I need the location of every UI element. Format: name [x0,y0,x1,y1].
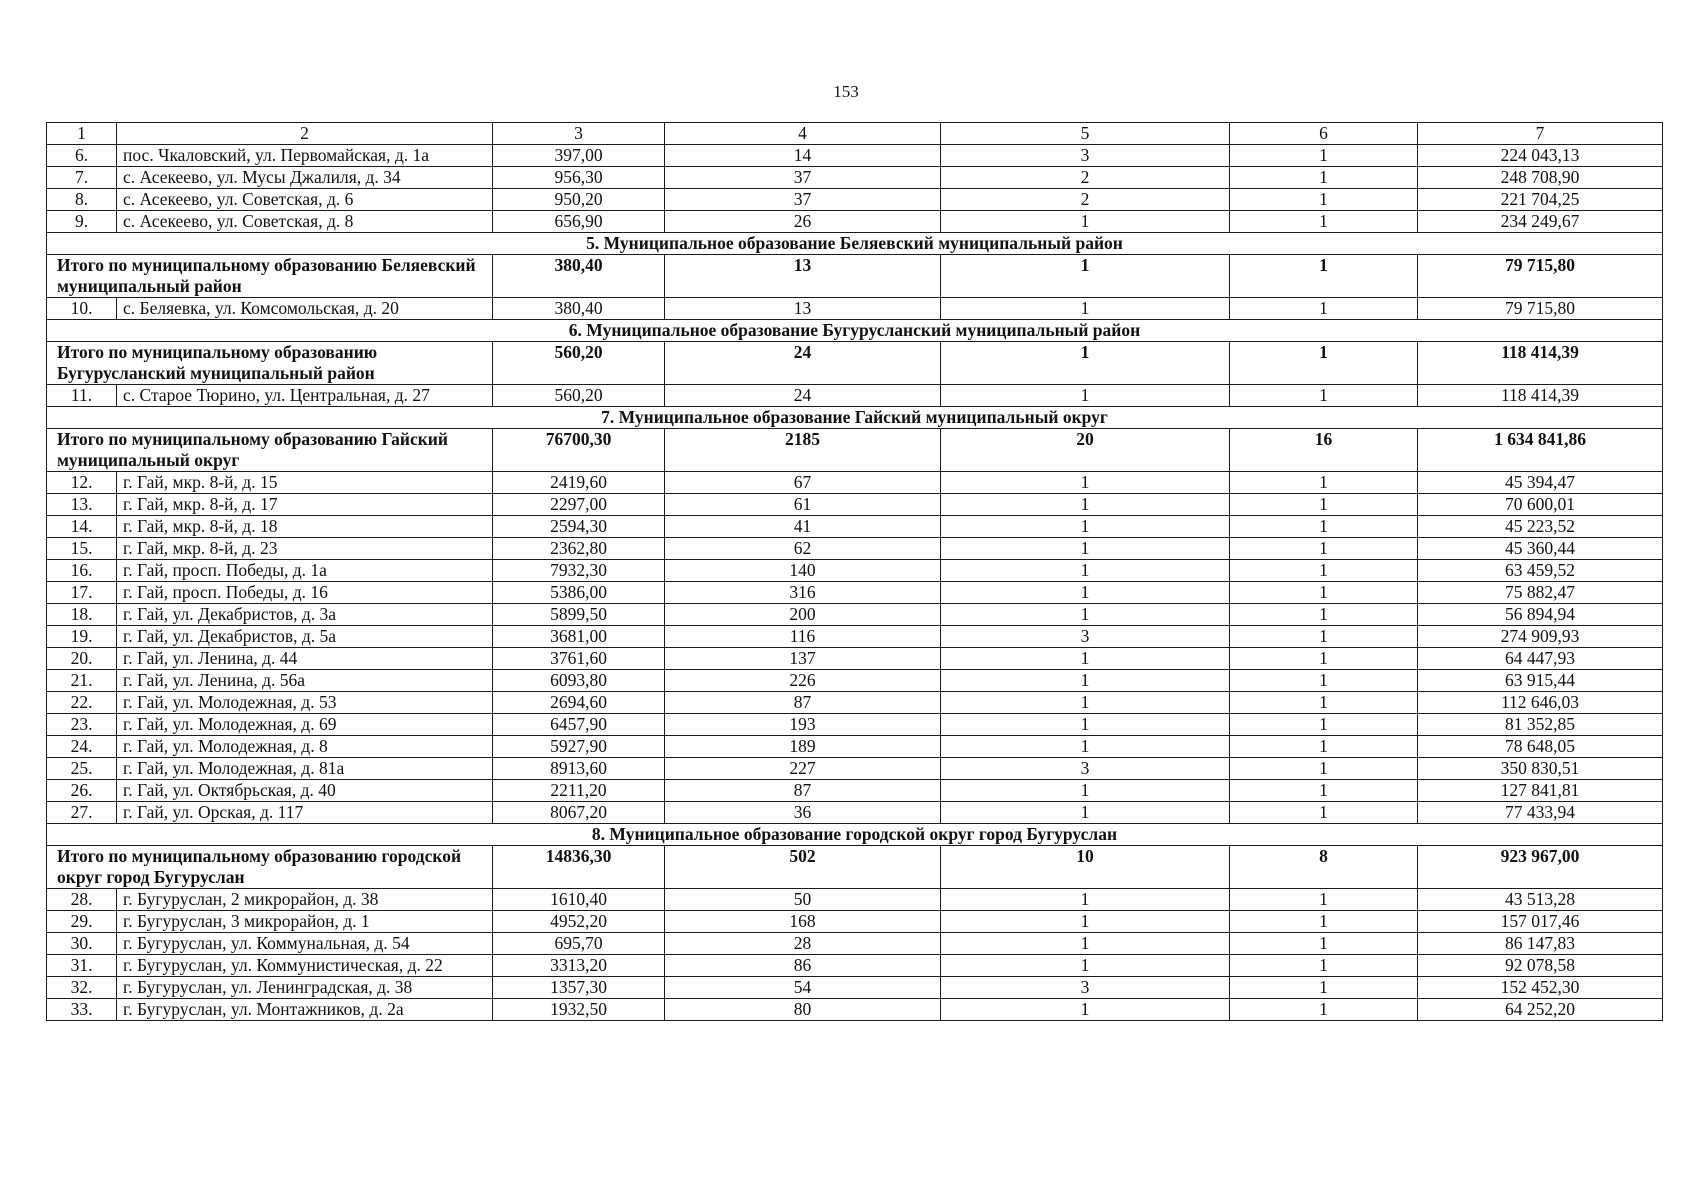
row-address: г. Гай, просп. Победы, д. 16 [117,582,493,604]
row-residents: 116 [665,626,941,648]
row-number: 8. [47,189,117,211]
row-units: 3 [941,626,1230,648]
row-units: 1 [941,538,1230,560]
row-residents: 80 [665,999,941,1021]
row-objects: 1 [1230,714,1418,736]
row-address: г. Гай, ул. Молодежная, д. 8 [117,736,493,758]
row-residents: 50 [665,889,941,911]
table-row [47,648,1663,670]
row-address: с. Асекеево, ул. Советская, д. 8 [117,211,493,233]
row-cost: 78 648,05 [1418,736,1663,758]
row-residents: 87 [665,780,941,802]
table-row [47,889,1663,911]
row-number: 31. [47,955,117,977]
total-row [47,846,1663,889]
row-address: г. Бугуруслан, 3 микрорайон, д. 1 [117,911,493,933]
table-row [47,780,1663,802]
row-address: г. Гай, ул. Молодежная, д. 53 [117,692,493,714]
row-objects: 1 [1230,472,1418,494]
row-cost: 152 452,30 [1418,977,1663,999]
total-cost: 1 634 841,86 [1418,429,1663,472]
total-row [47,255,1663,298]
row-residents: 37 [665,189,941,211]
row-units: 3 [941,977,1230,999]
row-cost: 118 414,39 [1418,385,1663,407]
table-row [47,911,1663,933]
row-address: пос. Чкаловский, ул. Первомайская, д. 1а [117,145,493,167]
row-residents: 36 [665,802,941,824]
row-cost: 45 223,52 [1418,516,1663,538]
row-address: г. Бугуруслан, ул. Монтажников, д. 2а [117,999,493,1021]
section-heading-row [47,407,1663,429]
row-number: 25. [47,758,117,780]
row-address: г. Гай, ул. Декабристов, д. 5а [117,626,493,648]
table-row [47,692,1663,714]
row-objects: 1 [1230,167,1418,189]
row-address: г. Гай, мкр. 8-й, д. 23 [117,538,493,560]
row-cost: 127 841,81 [1418,780,1663,802]
row-number: 22. [47,692,117,714]
row-objects: 1 [1230,516,1418,538]
row-number: 6. [47,145,117,167]
row-cost: 234 249,67 [1418,211,1663,233]
total-label: Итого по муниципальному образованию Беляевский муниципальный район [47,255,493,298]
table-row [47,494,1663,516]
total-objects: 1 [1230,255,1418,298]
table-row [47,999,1663,1021]
row-units: 1 [941,385,1230,407]
row-number: 30. [47,933,117,955]
table-row [47,714,1663,736]
row-number: 28. [47,889,117,911]
row-objects: 1 [1230,670,1418,692]
register-table [46,122,1663,1021]
row-area: 5386,00 [493,582,665,604]
row-objects: 1 [1230,385,1418,407]
row-objects: 1 [1230,736,1418,758]
row-number: 10. [47,298,117,320]
total-residents: 2185 [665,429,941,472]
row-units: 1 [941,692,1230,714]
row-cost: 274 909,93 [1418,626,1663,648]
row-residents: 189 [665,736,941,758]
row-objects: 1 [1230,189,1418,211]
row-area: 6457,90 [493,714,665,736]
row-number: 29. [47,911,117,933]
row-address: г. Гай, просп. Победы, д. 1а [117,560,493,582]
row-area: 2362,80 [493,538,665,560]
row-area: 1610,40 [493,889,665,911]
section-title: 7. Муниципальное образование Гайский муниципальный округ [47,407,1663,429]
total-residents: 502 [665,846,941,889]
row-area: 956,30 [493,167,665,189]
table-row [47,560,1663,582]
section-title: 8. Муниципальное образование городской округ город Бугуруслан [47,824,1663,846]
total-units: 20 [941,429,1230,472]
row-cost: 79 715,80 [1418,298,1663,320]
row-residents: 24 [665,385,941,407]
row-area: 695,70 [493,933,665,955]
header-cell: 1 [47,123,117,145]
total-residents: 24 [665,342,941,385]
row-residents: 87 [665,692,941,714]
row-cost: 63 915,44 [1418,670,1663,692]
row-units: 1 [941,582,1230,604]
table-row [47,955,1663,977]
row-objects: 1 [1230,692,1418,714]
row-residents: 86 [665,955,941,977]
row-number: 9. [47,211,117,233]
row-area: 397,00 [493,145,665,167]
row-area: 950,20 [493,189,665,211]
table-row [47,604,1663,626]
row-units: 2 [941,189,1230,211]
row-number: 12. [47,472,117,494]
row-area: 7932,30 [493,560,665,582]
total-area: 14836,30 [493,846,665,889]
row-objects: 1 [1230,648,1418,670]
row-objects: 1 [1230,780,1418,802]
row-area: 560,20 [493,385,665,407]
table-row [47,758,1663,780]
row-area: 6093,80 [493,670,665,692]
row-number: 11. [47,385,117,407]
row-area: 380,40 [493,298,665,320]
row-address: с. Беляевка, ул. Комсомольская, д. 20 [117,298,493,320]
row-area: 2419,60 [493,472,665,494]
row-units: 1 [941,933,1230,955]
row-objects: 1 [1230,999,1418,1021]
row-address: г. Бугуруслан, ул. Коммунистическая, д. 22 [117,955,493,977]
row-address: г. Гай, ул. Ленина, д. 56а [117,670,493,692]
row-residents: 26 [665,211,941,233]
row-number: 17. [47,582,117,604]
row-address: г. Гай, мкр. 8-й, д. 17 [117,494,493,516]
row-address: г. Гай, ул. Молодежная, д. 81а [117,758,493,780]
row-residents: 61 [665,494,941,516]
row-number: 32. [47,977,117,999]
row-cost: 248 708,90 [1418,167,1663,189]
row-area: 3313,20 [493,955,665,977]
row-area: 8067,20 [493,802,665,824]
row-cost: 75 882,47 [1418,582,1663,604]
row-address: г. Гай, ул. Молодежная, д. 69 [117,714,493,736]
row-residents: 227 [665,758,941,780]
row-area: 3761,60 [493,648,665,670]
total-units: 1 [941,255,1230,298]
row-objects: 1 [1230,889,1418,911]
column-number-row [47,123,1663,145]
row-area: 2297,00 [493,494,665,516]
total-row [47,342,1663,385]
row-cost: 64 252,20 [1418,999,1663,1021]
row-objects: 1 [1230,211,1418,233]
table-row [47,298,1663,320]
row-address: г. Гай, мкр. 8-й, д. 18 [117,516,493,538]
row-cost: 157 017,46 [1418,911,1663,933]
table-row [47,802,1663,824]
row-cost: 81 352,85 [1418,714,1663,736]
row-number: 27. [47,802,117,824]
table-row [47,211,1663,233]
row-residents: 41 [665,516,941,538]
row-units: 1 [941,714,1230,736]
row-objects: 1 [1230,145,1418,167]
row-number: 15. [47,538,117,560]
row-area: 5927,90 [493,736,665,758]
row-objects: 1 [1230,955,1418,977]
row-area: 4952,20 [493,911,665,933]
row-number: 20. [47,648,117,670]
header-cell: 4 [665,123,941,145]
row-residents: 140 [665,560,941,582]
row-residents: 67 [665,472,941,494]
row-units: 1 [941,999,1230,1021]
row-units: 1 [941,560,1230,582]
row-residents: 168 [665,911,941,933]
row-objects: 1 [1230,802,1418,824]
total-cost: 118 414,39 [1418,342,1663,385]
row-area: 1932,50 [493,999,665,1021]
row-units: 1 [941,955,1230,977]
row-residents: 28 [665,933,941,955]
table-row [47,670,1663,692]
row-cost: 70 600,01 [1418,494,1663,516]
table-row [47,582,1663,604]
row-address: г. Гай, ул. Декабристов, д. 3а [117,604,493,626]
total-cost: 923 967,00 [1418,846,1663,889]
row-number: 33. [47,999,117,1021]
row-address: г. Гай, ул. Октябрьская, д. 40 [117,780,493,802]
row-cost: 112 646,03 [1418,692,1663,714]
row-area: 3681,00 [493,626,665,648]
row-objects: 1 [1230,977,1418,999]
row-area: 2211,20 [493,780,665,802]
row-residents: 316 [665,582,941,604]
header-cell: 3 [493,123,665,145]
row-residents: 14 [665,145,941,167]
row-residents: 62 [665,538,941,560]
row-objects: 1 [1230,626,1418,648]
table-row [47,736,1663,758]
row-residents: 37 [665,167,941,189]
row-address: г. Гай, мкр. 8-й, д. 15 [117,472,493,494]
row-cost: 45 360,44 [1418,538,1663,560]
row-units: 1 [941,494,1230,516]
row-units: 1 [941,780,1230,802]
row-cost: 77 433,94 [1418,802,1663,824]
row-residents: 13 [665,298,941,320]
total-objects: 8 [1230,846,1418,889]
row-address: г. Бугуруслан, ул. Коммунальная, д. 54 [117,933,493,955]
row-residents: 200 [665,604,941,626]
header-cell: 5 [941,123,1230,145]
table-row [47,145,1663,167]
table-row [47,538,1663,560]
total-objects: 1 [1230,342,1418,385]
row-address: с. Асекеево, ул. Мусы Джалиля, д. 34 [117,167,493,189]
page-number: 153 [833,82,859,101]
row-cost: 350 830,51 [1418,758,1663,780]
row-units: 3 [941,145,1230,167]
table-row [47,977,1663,999]
row-units: 1 [941,211,1230,233]
table-row [47,516,1663,538]
row-cost: 86 147,83 [1418,933,1663,955]
table-row [47,167,1663,189]
total-label: Итого по муниципальному образованию городской округ город Бугуруслан [47,846,493,889]
row-units: 1 [941,298,1230,320]
row-units: 1 [941,802,1230,824]
row-number: 7. [47,167,117,189]
row-objects: 1 [1230,560,1418,582]
total-label: Итого по муниципальному образованию Гайский муниципальный округ [47,429,493,472]
table-row [47,933,1663,955]
row-address: г. Бугуруслан, 2 микрорайон, д. 38 [117,889,493,911]
row-units: 1 [941,516,1230,538]
section-heading-row [47,320,1663,342]
header-cell: 7 [1418,123,1663,145]
row-area: 2694,60 [493,692,665,714]
row-residents: 54 [665,977,941,999]
row-residents: 226 [665,670,941,692]
row-objects: 1 [1230,933,1418,955]
row-cost: 63 459,52 [1418,560,1663,582]
total-objects: 16 [1230,429,1418,472]
row-area: 2594,30 [493,516,665,538]
row-cost: 224 043,13 [1418,145,1663,167]
row-objects: 1 [1230,604,1418,626]
section-title: 6. Муниципальное образование Бугурусланский муниципальный район [47,320,1663,342]
table-row [47,189,1663,211]
table-row [47,472,1663,494]
section-heading-row [47,824,1663,846]
section-heading-row [47,233,1663,255]
row-cost: 64 447,93 [1418,648,1663,670]
row-objects: 1 [1230,298,1418,320]
row-residents: 193 [665,714,941,736]
row-number: 19. [47,626,117,648]
row-objects: 1 [1230,494,1418,516]
row-number: 13. [47,494,117,516]
total-row [47,429,1663,472]
row-area: 8913,60 [493,758,665,780]
total-residents: 13 [665,255,941,298]
total-units: 1 [941,342,1230,385]
total-units: 10 [941,846,1230,889]
row-cost: 221 704,25 [1418,189,1663,211]
row-number: 23. [47,714,117,736]
row-residents: 137 [665,648,941,670]
header-cell: 2 [117,123,493,145]
row-units: 1 [941,604,1230,626]
row-area: 5899,50 [493,604,665,626]
row-cost: 45 394,47 [1418,472,1663,494]
row-units: 1 [941,889,1230,911]
total-area: 560,20 [493,342,665,385]
row-address: г. Гай, ул. Ленина, д. 44 [117,648,493,670]
row-units: 1 [941,472,1230,494]
row-area: 656,90 [493,211,665,233]
header-cell: 6 [1230,123,1418,145]
row-units: 1 [941,736,1230,758]
table-row [47,385,1663,407]
total-area: 380,40 [493,255,665,298]
row-objects: 1 [1230,582,1418,604]
total-cost: 79 715,80 [1418,255,1663,298]
row-address: с. Старое Тюрино, ул. Центральная, д. 27 [117,385,493,407]
row-number: 14. [47,516,117,538]
section-title: 5. Муниципальное образование Беляевский муниципальный район [47,233,1663,255]
row-units: 3 [941,758,1230,780]
row-objects: 1 [1230,911,1418,933]
row-cost: 56 894,94 [1418,604,1663,626]
row-address: с. Асекеево, ул. Советская, д. 6 [117,189,493,211]
row-units: 1 [941,670,1230,692]
total-area: 76700,30 [493,429,665,472]
row-number: 16. [47,560,117,582]
row-area: 1357,30 [493,977,665,999]
row-objects: 1 [1230,538,1418,560]
row-units: 1 [941,911,1230,933]
row-cost: 92 078,58 [1418,955,1663,977]
row-number: 18. [47,604,117,626]
row-number: 26. [47,780,117,802]
table-row [47,626,1663,648]
row-number: 24. [47,736,117,758]
row-address: г. Бугуруслан, ул. Ленинградская, д. 38 [117,977,493,999]
row-address: г. Гай, ул. Орская, д. 117 [117,802,493,824]
row-objects: 1 [1230,758,1418,780]
row-units: 2 [941,167,1230,189]
total-label: Итого по муниципальному образованию Бугурусланский муниципальный район [47,342,493,385]
row-number: 21. [47,670,117,692]
row-cost: 43 513,28 [1418,889,1663,911]
row-units: 1 [941,648,1230,670]
